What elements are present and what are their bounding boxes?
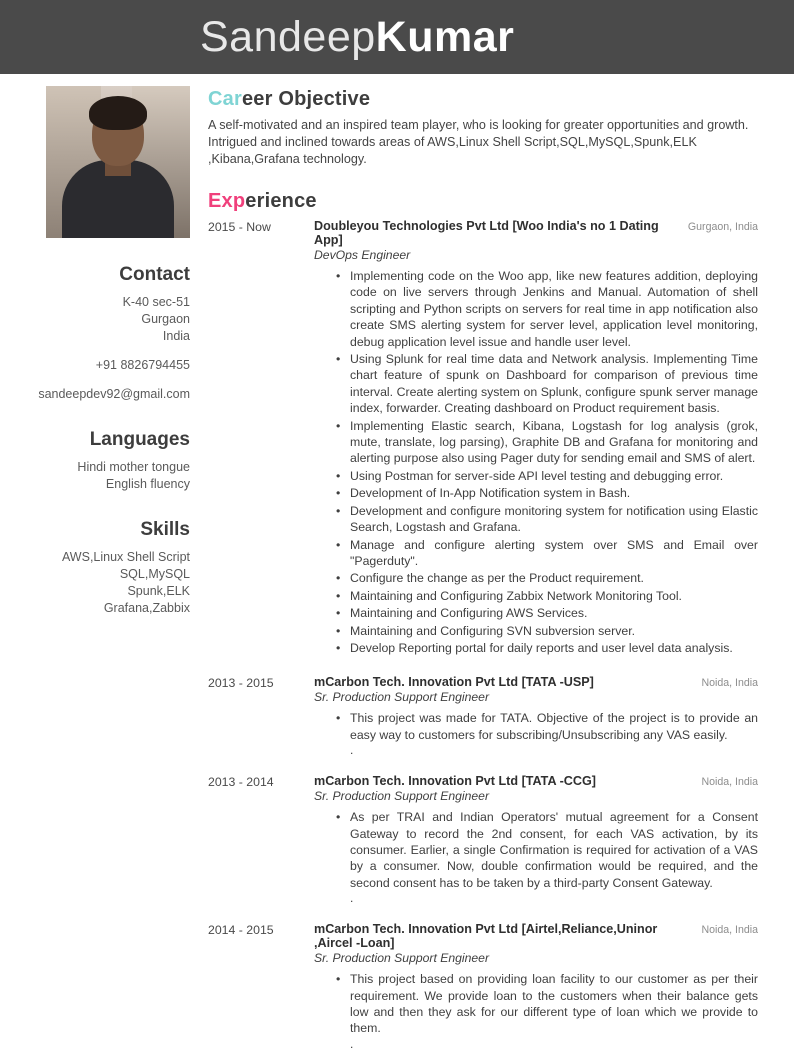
experience-details	[304, 774, 758, 904]
experience-bullet-list	[314, 809, 758, 891]
experience-location: Gurgaon, India	[687, 221, 758, 233]
first-name: Sandeep	[200, 12, 376, 61]
experience-dates: 2013 - 2014	[208, 775, 274, 790]
experience-bullet: • Maintaining and Configuring SVN subversion server.	[350, 623, 758, 639]
experience-bullet: • Develop Reporting portal for daily reports and user level data analysis.	[350, 640, 758, 656]
experience-header	[314, 675, 758, 689]
contact-phone: +91 8826794455	[95, 358, 190, 372]
experience-location: Noida, India	[701, 677, 758, 690]
skill-item: Grafana,Zabbix	[103, 601, 190, 615]
experience-details	[304, 219, 758, 657]
experience-company: mCarbon Tech. Innovation Pvt Ltd [TATA -USP]	[314, 675, 594, 690]
experience-header	[314, 922, 758, 950]
experience-role: Sr. Production Support Engineer	[314, 690, 490, 705]
contact-address-line2: Gurgaon	[141, 312, 190, 326]
experience-list	[208, 219, 758, 1050]
sidebar	[0, 74, 200, 1028]
experience-trailing-marker: .	[350, 891, 354, 906]
experience-location: Noida, India	[701, 924, 758, 937]
last-name: Kumar	[375, 12, 515, 61]
skill-item: SQL,MySQL	[119, 567, 190, 581]
experience-entry	[208, 219, 758, 657]
experience-trailing-marker: .	[350, 743, 354, 758]
experience-details	[304, 922, 758, 1050]
experience-title-rest: erience	[245, 190, 317, 212]
experience-bullet: • Maintaining and Configuring AWS Services.	[350, 605, 758, 621]
skill-item: AWS,Linux Shell Script	[61, 550, 190, 564]
main-content	[200, 74, 794, 1051]
career-objective-title-rest: eer Objective	[241, 88, 371, 110]
experience-row	[208, 774, 758, 904]
section-title-career-objective	[208, 88, 758, 111]
experience-company: Doubleyou Technologies Pvt Ltd [Woo India's no 1 Dating App]	[314, 219, 659, 247]
experience-header	[314, 774, 758, 788]
contact-address-line3: India	[162, 329, 190, 343]
experience-dates: 2014 - 2015	[208, 923, 274, 938]
experience-entry	[208, 675, 758, 756]
experience-dates: 2013 - 2015	[208, 676, 274, 691]
experience-details	[304, 675, 758, 756]
experience-location: Noida, India	[701, 776, 758, 789]
experience-row	[208, 219, 758, 657]
experience-entry	[208, 922, 758, 1050]
experience-bullet: • Development and configure monitoring system for notification using Elastic Search, Logstash and Grafana.	[350, 503, 758, 536]
experience-bullet-list	[314, 268, 758, 656]
experience-bullet: • Implementing Elastic search, Kibana, Logstash for log analysis (grok, mute, translate, log parsing), Graphite DB and Grafana for monitoring and alerting purpose also using Pager duty for sending email and SMS of alert.	[350, 418, 758, 467]
experience-role: Sr. Production Support Engineer	[314, 951, 490, 966]
resume-header	[0, 0, 794, 74]
experience-bullet: • Using Postman for server-side API level testing and debugging error.	[350, 468, 758, 484]
contact-address-line1: K-40 sec-51	[122, 295, 190, 309]
experience-bullet: • Manage and configure alerting system over SMS and Email over "Pagerduty".	[350, 537, 758, 570]
experience-trailing-marker: .	[350, 1036, 354, 1051]
experience-bullet: • As per TRAI and Indian Operators' mutual agreement for a Consent Gateway to record the 2nd consent, for each VAS activation, by its consumer. Earlier, a single Confirmation is required for activation of a VAS by a consumer. Now, double confirmation would be required, and the second consent has to be taken by a third-party Consent Gateway.	[350, 809, 758, 891]
experience-row	[208, 922, 758, 1050]
language-item: English fluency	[105, 477, 190, 491]
contact-heading: Contact	[119, 264, 190, 285]
experience-bullet: • Implementing code on the Woo app, like new features addition, deploying code on live servers through Jenkins and Manual. Automation of shell scripting and Python scripts on servers for real time in app notification also create SMS alerting system for server level, application level monitoring, debug application level issue and handle user level.	[350, 268, 758, 350]
experience-bullet: • Maintaining and Configuring Zabbix Network Monitoring Tool.	[350, 588, 758, 604]
experience-bullet: • Using Splunk for real time data and Network analysis. Implementing Time chart feature of spunk on Dashboard for comparison of previous time interval. Create alerting system on Splunk, configure spunk server manage index, forwarder. Creating dashboard on Product requirement basis.	[350, 351, 758, 417]
experience-role: DevOps Engineer	[314, 248, 411, 262]
experience-bullet-list	[314, 971, 758, 1037]
experience-header	[314, 219, 758, 247]
languages-heading: Languages	[89, 429, 190, 450]
experience-role: Sr. Production Support Engineer	[314, 789, 490, 804]
contact-email[interactable]: sandeepdev92@gmail.com	[38, 387, 190, 401]
avatar	[46, 86, 190, 238]
experience-dates: 2015 - Now	[208, 220, 271, 234]
experience-bullet-list	[314, 710, 758, 743]
career-objective-text: A self-motivated and an inspired team player, who is looking for greater opportunities and growth. Intrigued and inclined towards areas of AWS,Linux Shell Script,SQL,MySQL,Spunk,ELK ,Kibana,Grafana technology.	[208, 118, 749, 166]
experience-row	[208, 675, 758, 756]
experience-bullet: • Development of In-App Notification system in Bash.	[350, 485, 758, 501]
experience-bullet: • This project was made for TATA. Objective of the project is to provide an easy way to customers for subscribing/Unsubscribing any VAS easily.	[350, 710, 758, 743]
experience-bullet: • This project based on providing loan facility to our customer as per their requirement. We provide loan to the customers when their balance gets low and then they ask for our different type of loan which we provide to them.	[350, 971, 758, 1037]
skill-item: Spunk,ELK	[127, 584, 190, 598]
experience-title-accent: Exp	[208, 190, 246, 212]
skills-heading: Skills	[140, 519, 190, 540]
experience-company: mCarbon Tech. Innovation Pvt Ltd [Airtel,Reliance,Uninor ,Aircel -Loan]	[314, 922, 658, 951]
page-title	[200, 12, 515, 61]
career-objective-title-accent: Car	[208, 88, 242, 110]
resume-body	[0, 74, 794, 1051]
language-item: Hindi mother tongue	[77, 460, 190, 474]
section-title-experience	[208, 190, 758, 213]
experience-entry	[208, 774, 758, 904]
experience-bullet: • Configure the change as per the Product requirement.	[350, 570, 758, 586]
experience-company: mCarbon Tech. Innovation Pvt Ltd [TATA -CCG]	[314, 774, 596, 789]
